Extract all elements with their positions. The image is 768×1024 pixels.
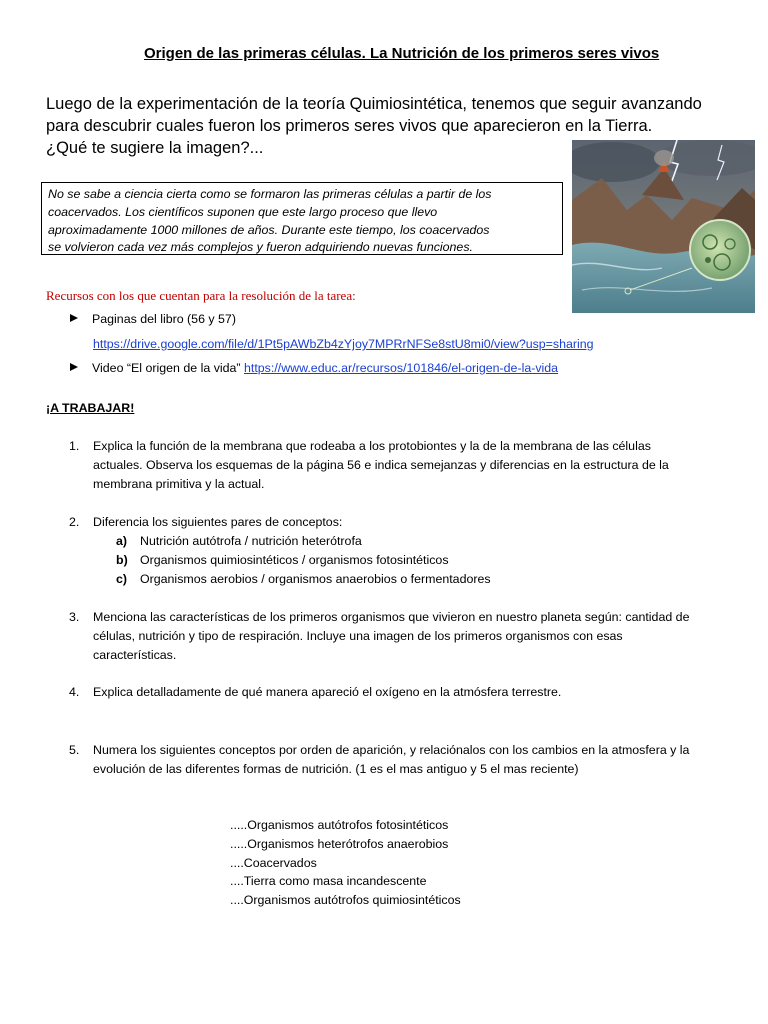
sub-item-text: Organismos quimiosintéticos / organismos fotosintéticos <box>140 553 449 567</box>
sub-item-text: Organismos aerobios / organismos anaerobios o fermentadores <box>140 572 491 586</box>
sub-item-letter: b) <box>116 553 128 567</box>
question-line: células, nutrición y tipo de respiración. Incluye una imagen de los primeros organismos con esas <box>93 629 623 644</box>
resource-book <box>70 312 236 326</box>
note-line: se volvieron cada vez más complejos y fueron adquiriendo nuevas funciones. <box>48 240 473 255</box>
question-line: Diferencia los siguientes pares de conceptos: <box>93 515 343 529</box>
video-label: Video “El origen de la vida” <box>92 361 241 375</box>
resources-heading: Recursos con los que cuentan para la resolución de la tarea: <box>46 288 356 303</box>
question-number: 3. <box>69 610 80 624</box>
intro-line: Luego de la experimentación de la teoría Quimiosintética, tenemos que seguir avanzando <box>46 95 702 113</box>
question-line: Explica la función de la membrana que rodeaba a los protobiontes y la de la membrana de las células <box>93 439 651 453</box>
document-title: Origen de las primeras células. La Nutrición de los primeros seres vivos <box>144 45 660 62</box>
question-number: 5. <box>69 743 80 757</box>
resource-book-link-row <box>93 337 594 351</box>
book-link[interactable]: https://drive.google.com/file/d/1Pt5pAWbZb4zYjoy7MPRrNFSe8stU8mi0/view?usp=sharing <box>93 337 594 351</box>
work-heading: ¡A TRABAJAR! <box>46 401 135 415</box>
question-line: características. <box>93 648 177 663</box>
question-number: 1. <box>69 439 80 453</box>
concept-item: .....Organismos autótrofos fotosintéticos <box>230 818 449 832</box>
arrow-bullet-icon <box>70 314 78 322</box>
question-line: membrana primitiva y la actual. <box>93 477 265 492</box>
question-line: evolución de las diferentes formas de nutrición. (1 es el mas antiguo y 5 el mas reciente) <box>93 762 579 777</box>
sub-item-letter: a) <box>116 534 128 548</box>
note-line: aproximadamente 1000 millones de años. Durante este tiempo, los coacervados <box>48 222 490 237</box>
primitive-earth-illustration <box>572 140 755 313</box>
question-5 <box>93 741 733 779</box>
concept-item: ....Organismos autótrofos quimiosintéticos <box>230 893 461 907</box>
note-box <box>41 182 563 255</box>
concept-item: .....Organismos heterótrofos anaerobios <box>230 837 449 851</box>
question-line: actuales. Observa los esquemas de la página 56 e indica semejanzas y diferencias en la estructura de la <box>93 458 669 473</box>
intro-line: para descubrir cuales fueron los primeros seres vivos que aparecieron en la Tierra. <box>46 117 653 135</box>
question-3 <box>93 608 733 666</box>
question-1 <box>93 437 733 495</box>
question-4 <box>93 683 733 702</box>
book-label: Paginas del libro (56 y 57) <box>92 312 236 326</box>
intro-question: ¿Qué te sugiere la imagen?... <box>46 139 264 157</box>
question-2 <box>93 513 733 532</box>
question-line: Explica detalladamente de qué manera apareció el oxígeno en la atmósfera terrestre. <box>93 685 562 699</box>
resource-video <box>70 361 558 375</box>
video-link[interactable]: https://www.educ.ar/recursos/101846/el-origen-de-la-vida <box>244 361 559 375</box>
sub-item-letter: c) <box>116 572 128 586</box>
note-line: coacervados. Los científicos suponen que este largo proceso que llevo <box>48 204 438 219</box>
question-number: 4. <box>69 685 80 699</box>
note-line: No se sabe a ciencia cierta como se formaron las primeras células a partir de los <box>48 187 492 201</box>
question-number: 2. <box>69 515 80 529</box>
arrow-bullet-icon <box>70 363 78 371</box>
concept-item: ....Tierra como masa incandescente <box>230 874 427 888</box>
sub-item-text: Nutrición autótrofa / nutrición heterótrofa <box>140 534 362 548</box>
concept-item: ....Coacervados <box>230 856 317 870</box>
question-line: Numera los siguientes conceptos por orden de aparición, y relaciónalos con los cambios en la atmosfera y la <box>93 743 690 757</box>
question-line: Menciona las características de los primeros organismos que vivieron en nuestro planeta según: cantidad de <box>93 610 690 624</box>
